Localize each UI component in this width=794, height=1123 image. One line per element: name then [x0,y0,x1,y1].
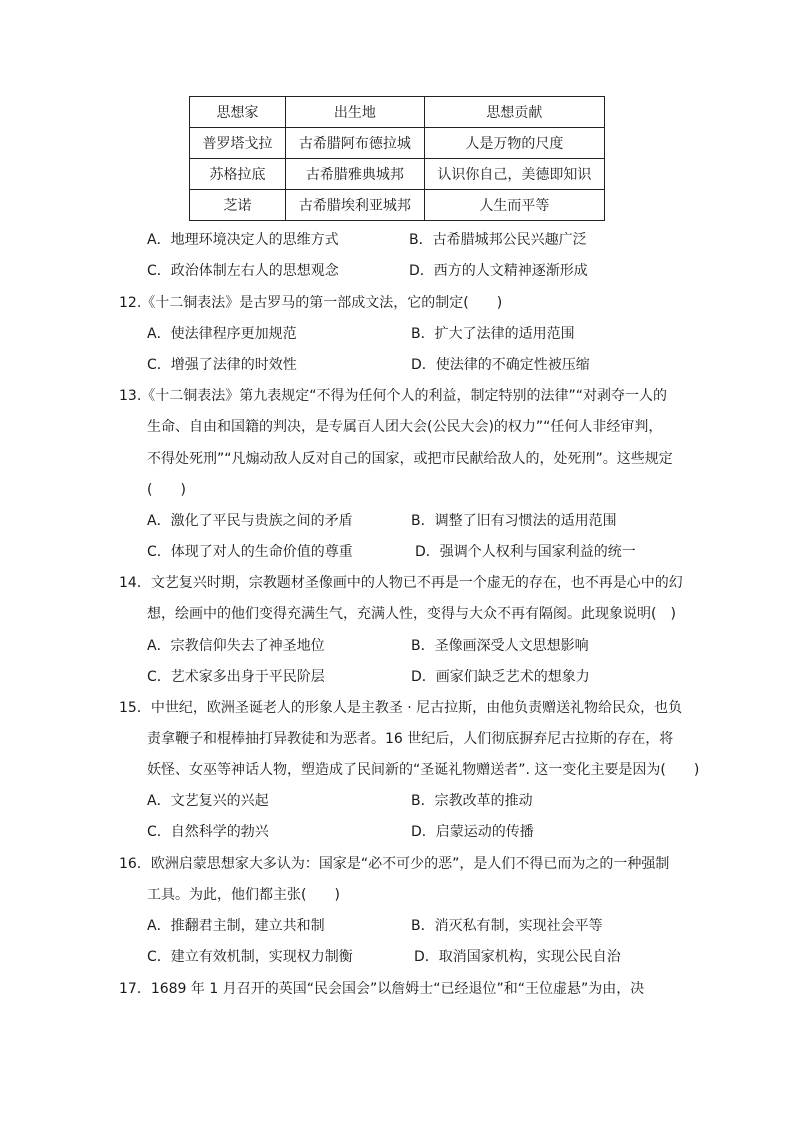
q14-option-a: A．宗教信仰失去了神圣地位 [147,638,325,654]
q15-option-a: A．文艺复兴的兴起 [147,793,269,809]
table-row [190,159,605,190]
q14-option-b: B．圣像画深受人文思想影响 [411,638,589,654]
q12-stem: 12.《十二铜表法》是古罗马的第一部成文法，它的制定( ) [119,295,503,311]
q12-option-b: B．扩大了法律的适用范围 [411,326,575,342]
table-cell: 人生而平等 [424,190,604,221]
q14-option-d: D．画家们缺乏艺术的想象力 [411,669,590,685]
table-row [190,128,605,159]
table-cell: 苏格拉底 [190,159,286,190]
q14-option-c: C．艺术家多出身于平民阶层 [147,669,325,685]
table-row [190,190,605,221]
q12-option-c: C．增强了法律的时效性 [147,357,297,373]
q13-option-a: A．激化了平民与贵族之间的矛盾 [147,513,353,529]
q16-option-d: D．取消国家机构，实现公民自治 [414,949,621,965]
q16-option-b: B．消灭私有制，实现社会平等 [411,918,603,934]
q15-stem-line: 15．中世纪，欧洲圣诞老人的形象人是主教圣 · 尼古拉斯，由他负责赠送礼物给民众，也负 [119,700,683,716]
q15-option-c: C．自然科学的勃兴 [147,824,269,840]
q14-stem-line: 想，绘画中的他们变得充满生气，充满人性，变得与大众不再有隔阂。此现象说明( ) [147,606,676,622]
table-cell: 认识你自己，美德即知识 [424,159,604,190]
thinkers-table [189,96,605,221]
table-header-cell: 出生地 [286,97,425,128]
table-cell: 古希腊阿布德拉城 [286,128,425,159]
q16-stem-line: 工具。为此，他们都主张( ) [147,887,340,903]
table-cell: 人是万物的尺度 [424,128,604,159]
q11-option-a: A．地理环境决定人的思维方式 [147,232,339,248]
table-cell: 古希腊雅典城邦 [286,159,425,190]
q13-stem-line: 不得处死刑”“凡煽动敌人反对自己的国家，或把市民献给敌人的，处死刑”。这些规定 [147,451,673,467]
q14-stem-line: 14．文艺复兴时期，宗教题材圣像画中的人物已不再是一个虚无的存在，也不再是心中的幻 [119,575,683,591]
table-header-cell: 思想贡献 [424,97,604,128]
table-cell: 芝诺 [190,190,286,221]
q13-option-b: B．调整了旧有习惯法的适用范围 [411,513,617,529]
table-cell: 古希腊埃利亚城邦 [286,190,425,221]
table-header-cell: 思想家 [190,97,286,128]
q15-stem-line: 责拿鞭子和棍棒抽打异教徒和为恶者。16 世纪后，人们彻底摒弃尼古拉斯的存在，将 [147,731,674,747]
table-cell: 普罗塔戈拉 [190,128,286,159]
q15-option-b: B．宗教改革的推动 [411,793,533,809]
q13-stem-line: 生命、自由和国籍的判决，是专属百人团大会(公民大会)的权力”“任何人非经审判， [147,419,663,435]
q12-option-a: A．使法律程序更加规范 [147,326,297,342]
q16-option-c: C．建立有效机制，实现权力制衡 [147,949,353,965]
q13-option-d: D．强调个人权利与国家利益的统一 [415,544,636,560]
q11-option-b: B．古希腊城邦公民兴趣广泛 [409,232,587,248]
q13-option-c: C．体现了对人的生命价值的尊重 [147,544,353,560]
q13-stem-line: ( ) [147,482,186,498]
q16-stem-line: 16．欧洲启蒙思想家大多认为：国家是“必不可少的恶”，是人们不得已而为之的一种强制 [119,856,670,872]
q15-stem-line: 妖怪、女巫等神话人物，塑造成了民间新的“圣诞礼物赠送者”. 这一变化主要是因为( ) [147,762,700,778]
q11-option-d: D．西方的人文精神逐渐形成 [409,263,588,279]
q12-option-d: D．使法律的不确定性被压缩 [411,357,590,373]
q16-option-a: A．推翻君主制，建立共和制 [147,918,325,934]
q13-stem-line: 13.《十二铜表法》第九表规定“不得为任何个人的利益，制定特别的法律”“对剥夺一人的 [119,388,668,404]
q15-option-d: D．启蒙运动的传播 [411,824,534,840]
q11-option-c: C．政治体制左右人的思想观念 [147,263,339,279]
table-header-row [190,97,605,128]
q17-stem-line: 17．1689 年 1 月召开的英国“民会国会”以詹姆士“已经退位”和“王位虚悬”为由，决 [119,981,645,997]
